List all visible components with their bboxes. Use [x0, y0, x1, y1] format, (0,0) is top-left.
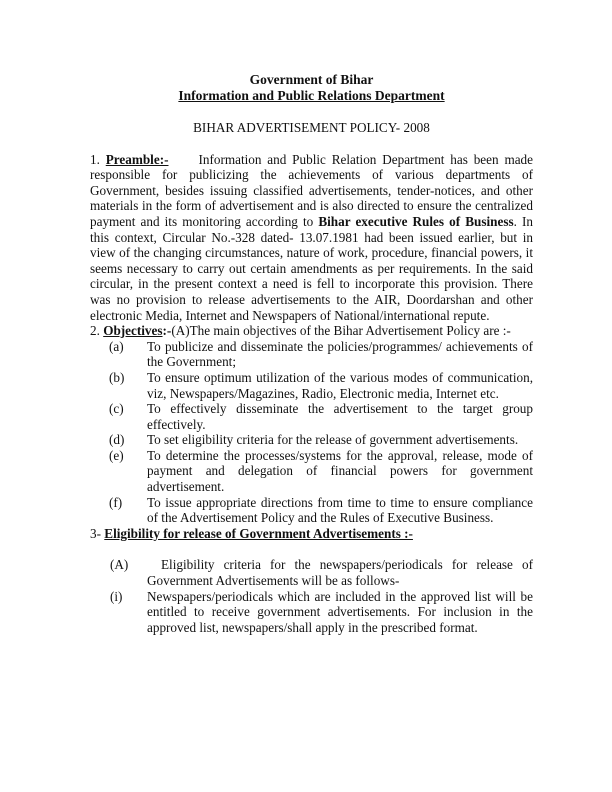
- preamble-bold-reference: Bihar executive Rules of Business: [318, 213, 514, 229]
- objectives-heading-suffix: :-: [162, 323, 172, 339]
- objectives-number: 2.: [90, 323, 104, 339]
- list-item: [90, 432, 533, 448]
- list-item-text: To ensure optimum utilization of the various modes of communication, viz, Newspapers/Magazines, Radio, Electronic media, Internet etc.: [147, 369, 533, 401]
- list-item: [90, 448, 533, 495]
- preamble-text: Information and Public Relation Department has been made responsible for publicizing the achievements of various departments of Government, besides issuing classified advertisements, tender-notices, and other materials in the form of advertisement and is also directed to ensure the centralized payment and its monitoring according to: [90, 151, 534, 229]
- government-title: Government of Bihar: [249, 72, 374, 87]
- list-marker: (c): [109, 401, 124, 417]
- list-item-text: To publicize and disseminate the policies/programmes/ achievements of the Government;: [147, 338, 533, 370]
- list-marker: (e): [109, 447, 124, 463]
- list-marker: (a): [109, 338, 124, 354]
- list-item-text: To set eligibility criteria for the release of government advertisements.: [147, 432, 519, 448]
- list-item: [90, 339, 533, 370]
- preamble-heading: Preamble:-: [105, 151, 169, 167]
- policy-title: BIHAR ADVERTISEMENT POLICY- 2008: [193, 120, 430, 135]
- list-item: [90, 557, 533, 588]
- eligibility-section: [90, 526, 533, 636]
- list-item: [90, 495, 533, 526]
- list-item-text: To issue appropriate directions from time to time to ensure compliance of the Advertisement Policy and the Rules of Executive Business.: [147, 494, 533, 526]
- list-item: [90, 370, 533, 401]
- eligibility-list: [90, 557, 533, 635]
- objectives-intro: [90, 323, 533, 339]
- list-marker: (b): [109, 369, 125, 385]
- eligibility-heading: Eligibility for release of Government Advertisements :-: [104, 525, 413, 541]
- eligibility-heading-line: [90, 526, 533, 542]
- document-page: [90, 72, 533, 635]
- objectives-list: [90, 339, 533, 526]
- list-marker: (i): [110, 588, 123, 604]
- objectives-section: [90, 323, 533, 526]
- list-item: [90, 401, 533, 432]
- eligibility-number: 3-: [90, 525, 105, 541]
- list-marker: (d): [109, 432, 125, 448]
- list-marker: (A): [110, 557, 129, 573]
- list-item: [90, 589, 533, 636]
- preamble-number: 1.: [90, 151, 106, 167]
- objectives-intro-text: (A)The main objectives of the Bihar Advertisement Policy are :-: [171, 323, 511, 339]
- list-item-text: To determine the processes/systems for the approval, release, mode of payment and delegation of financial powers for government advertisement.: [147, 447, 533, 495]
- objectives-heading: Objectives: [103, 323, 163, 339]
- list-item-text: Eligibility criteria for the newspapers/periodicals for release of Government Advertisements will be as follows-: [147, 557, 533, 589]
- list-item-text: To effectively disseminate the advertisement to the target group effectively.: [147, 401, 533, 432]
- list-item-text: Newspapers/periodicals which are included in the approved list will be entitled to receive government advertisements. For inclusion in the approved list, newspapers/shall apply in the prescribed format.: [147, 588, 533, 635]
- preamble-text-continued: . In this context, Circular No.-328 dated- 13.07.1981 had been issued earlier, but in view of the changing circumstances, nature of work, procedure, financial powers, it seems necessary to carry out certain amendments as per requirements. In the said circular, in the present context a need is fell to incorporate this provision. There was no provision to release advertisements to the AIR, Doordarshan and other electronic Media, Internet and Newspapers of National/international repute.: [90, 213, 533, 323]
- list-marker: (f): [109, 494, 123, 510]
- department-title: Information and Public Relations Department: [178, 88, 445, 103]
- preamble-section: [90, 152, 533, 324]
